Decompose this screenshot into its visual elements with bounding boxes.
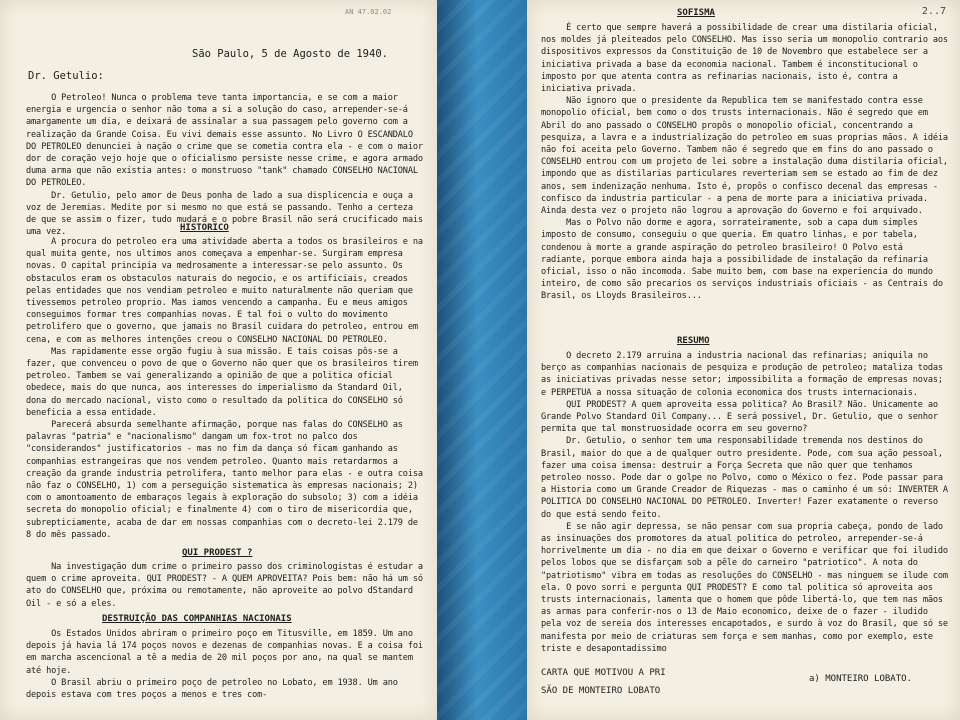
historico-heading: HISTORICO [180, 223, 229, 233]
letter-page-right [527, 0, 960, 720]
resumo-heading: RESUMO [677, 336, 710, 346]
footer-caption-line-1: CARTA QUE MOTIVOU A PRI [541, 668, 666, 678]
historico-paragraphs: A procura do petroleo era uma atividade aberta a todos os brasileiros e na qual muita gente, nos ultimos anos começava a empenhar-se. Surgiram empresa novas. O capital principia va medrosamente a interessar-se pelo assunto. Os obstaculos eram os obstaculos naturais do negocio, e os artificiais, creados pelas entidades que nos vendiam petroleo e muito naturalmente não queriam que tivessemos petroleo proprio. Mas iamos vencendo a campanha. Eu e meus amigos conseguimos formar tres companhias novas. E tal foi o vulto do movimento petrolifero que o governo, que jamais no Brasil cuidara do petroleo, entrou em cena, e com as melhores intenções creou o CONSELHO NACIONAL DO PETROLEO. Mas rapidamente esse orgão fugiu à sua missão. E tais coisas pôs-se a fazer, que convenceu o povo de que o Governo não quer que os brasileiros tirem petroleo. Tambem se vai generalizando a opinião de que a politica oficial obedece, mais do que nunca, aos interesses do imperialismo da Standard Oil, dona do mercado nacional, visto como o resultado da politica do CONSELHO só beneficia a essa entidade. Parecerá absurda semelhante afirmação, porque nas falas do CONSELHO as palavras "patria" e "nacionalismo" dangam um fox-trot no palco dos "considerandos" justificatorios - mas no fim da dança só ficam ganhando as companhias estrangeiras que nos vendem petroleo. Quanto mais retardarmos a creação da grande industria petrolifera, tanto melhor para elas - e outra coisa não faz o CONSELHO, 1) com a perseguição sistematica às empresas nacionais; 2) com o amontoamento de embaraços legais à exploração do subsolo; 3) com a idéia secreta do monopolio oficial; e finalmente 4) com o tiro de misericordia que, subrepticiamente, acaba de dar em nossas companhias com o decreto-lei 2.179 de 8 do mês passado. [26, 237, 423, 540]
destruicao-heading: DESTRUIÇÃO DAS COMPANHIAS NACIONAIS [102, 614, 292, 624]
slide-background [437, 0, 527, 720]
archive-stamp: AN 47.02.02 [345, 8, 392, 16]
salutation: Dr. Getulio: [28, 70, 104, 82]
page-number: 2..7 [921, 6, 946, 17]
sofisma-heading: SOFISMA [677, 8, 715, 18]
dateline: São Paulo, 5 de Agosto de 1940. [192, 48, 388, 60]
signature: a) MONTEIRO LOBATO. [809, 674, 912, 684]
sofisma-paragraphs: É certo que sempre haverá a possibilidade de crear uma distilaria oficial, nos moldes já pleiteados pelo CONSELHO. Mas isso seria um monopolio contrario aos dispositivos expressos da Constituição de 10 de Novembro que estabelece ser a iniciativa privada a base da economia nacional. Tambem é inconstitucional o imposto por que atenta contra as refinarias nacionais, isto é, contra a iniciativa privada. Não ignoro que o presidente da Republica tem se manifestado contra esse monopolio oficial, bem como o dos trusts internacionais. Não é segredo que em Abril do ano passado o CONSELHO propôs o monopolio oficial, concentrando a pesquiza, a lavra e a industrialização do petroleo em suas proprias mãos. A idéia não foi aceita pelo Governo. Tambem não é segredo que em fins do ano passado o CONSELHO entrou com um projeto de lei sobre a instalação duma distilaria oficial, impondo que as distilarias particulares reverteriam sem se estado ao fim de dez anos, sem indenização nenhuma. Isto é, propôs o confisco decenal das empresas - confisco da industria particular - a pena de morte para a iniciativa privada. Ainda desta vez o projeto não logrou a aprovação do Governo e foi arquivado. Mas o Polvo não dorme e agora, sorrateiramente, sob a capa dum simples imposto de consumo, conseguiu o que queria. Em quatro linhas, e por tabela, condenou à morte a grande aspiração do petroleo brasileiro! O Polvo está radiante, porque embora ainda haja a possibilidade de instalação da refinaria oficial, isso o não incomoda. Sabe muito bem, com base na experiencia do mundo inteiro, de como são precarios os serviços industriais oficiais - as Centrais do Brasil, os Lloyds Brasileiros... [541, 23, 948, 302]
destruicao-paragraphs: Os Estados Unidos abriram o primeiro poço em Titusville, em 1859. Um ano depois já havia lá 174 poços novos e dezenas de companhias novas. E a coisa foi em marcha ascencional a tê a media de 20 mil poços por ano, na qual se mantem até hoje. O Brasil abriu o primeiro poço de petroleo no Lobato, em 1938. Um ano depois estava com tres poços a menos e tres com- [26, 629, 423, 701]
footer-caption-line-2: SÃO DE MONTEIRO LOBATO [541, 686, 661, 696]
intro-paragraphs: O Petroleo! Nunca o problema teve tanta importancia, e se com a maior energia e urgencia o senhor não toma a si a solução do caso, arrepender-se-á amargamente um dia, e deixará de assinalar a sua passagem pelo governo com a realização da Grande Coisa. Eu vivi demais esse assunto. No Livro O ESCANDALO DO PETROLEO denunciei à nação o crime que se cometia contra ela - e com o maior dor de coração vejo hoje que o oficialismo persiste nesse crime, e agora armado duma arma que não existia antes: o monstruoso "tank" chamado CONSELHO NACIONAL DO PETROLEO. Dr. Getulio, pelo amor de Deus ponha de lado a sua displicencia e ouça a voz de Jeremias. Medite por si mesmo no que está se passando. Tenho a certeza de que se assim o fizer, tudo mudará e o pobre Brasil não será crucificado mais uma vez. [26, 93, 423, 238]
quiprodest-heading: QUI PRODEST ? [182, 548, 253, 558]
quiprodest-paragraph: Na investigação dum crime o primeiro passo dos criminologistas é estudar a quem o crime aproveita. QUI PRODEST? - A QUEM APROVEITA? Pois bem: não há um só ato do CONSELHO que, próxima ou remotamente, não aproveite ao polvo dStandard Oil - e só a eles. [26, 562, 428, 609]
resumo-paragraphs: O decreto 2.179 arruina a industria nacional das refinarias; aniquila no berço as companhias nacionais de pesquiza e produção de petroleo; mataliza todas as iniciativas privadas nesse setor; impossibilita a formação de empresas novas; e PERPETUA a nossa situação de colonia economica dos trusts internacionais. QUI PRODEST? A quem aproveita essa politica? Ao Brasil? Não. Unicamente ao Grande Polvo Standard Oil Company... E será possivel, Dr. Getulio, que o senhor permita que tal monstruosidade ocorra em seu governo? Dr. Getulio, o senhor tem uma responsabilidade tremenda nos destinos do Brasil, maior do que a de qualquer outro presidente. Pode, com sua ação pessoal, fazer uma coisa imensa: destruir a Força Secreta que não quer que tenhamos petroleo nosso. Pode dar o golpe no Polvo, como o México o fez. Pode passar para a Historia como um Grande Creador de Riquezas - mas o caminho é um só: INVERTER A POLITICA DO CONSELHO NACIONAL DO PETROLEO. Inverter! Fazer exatamente o reverso do que está sendo feito. E se não agir depressa, se não pensar com sua propria cabeça, pondo de lado as insinuações dos promotores da atual politica do petroleo, arrepender-se-á horrivelmente um dia - no dia em que deixar o Governo e verificar que foi iludido pelos lobos que se disfarçam sob a pêle do carneiro "patriotico". A nota do "patriotismo" vibra em todas as resoluções do CONSELHO - mas ninguem se ilude com ela. O povo sorri e pergunta QUI PRODEST? E como tal politica só aproveita aos trusts internacionais, lamenta que o homem que pôde libertá-lo, que tem nas mãos as armas para conferir-nos o 13 de Maio economico, deixe de o fazer - iludido pela voz de sereia dos interesses encapotados, e surdo à voz do Brasil, que só se manifesta por meio de criaturas sem força e sem manhas, como por exemplo, este triste e desapontadissimo [541, 351, 948, 654]
footer-caption [541, 664, 666, 700]
letter-page-left [0, 0, 437, 720]
